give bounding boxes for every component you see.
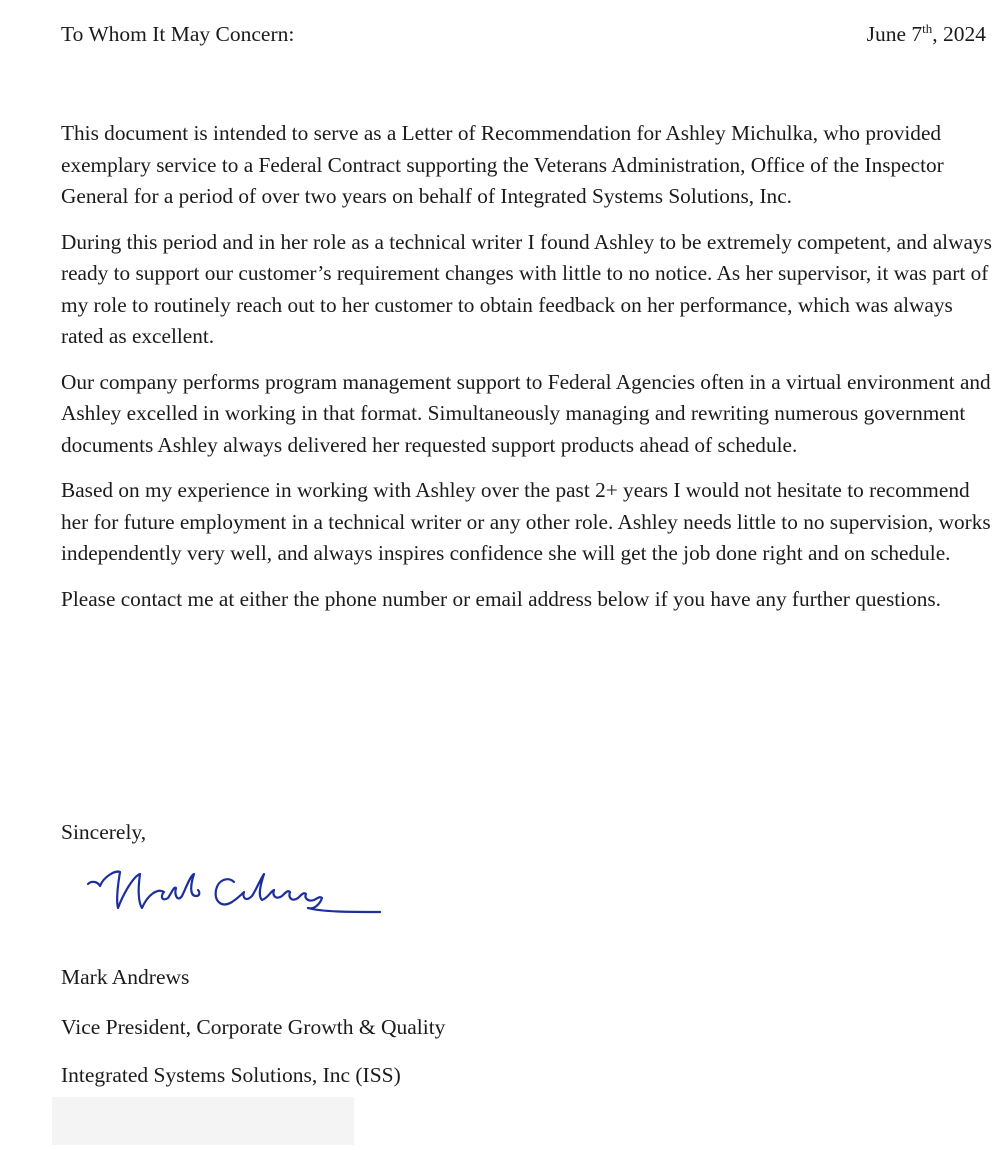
signature-drawing: [82, 862, 382, 926]
signer-company: Integrated Systems Solutions, Inc (ISS): [61, 1063, 401, 1087]
salutation: To Whom It May Concern:: [61, 22, 295, 46]
paragraph-role: During this period and in her role as a technical writer I found Ashley to be extremely competent, and always ready to support our customer’s requirement changes with little to no notice. As her supervisor, it was part of my role to routinely reach out to her customer to obtain feedback on her performance, which was always rated as excellent.: [61, 229, 992, 348]
letter-date: [867, 22, 986, 47]
signer-name: Mark Andrews: [61, 965, 190, 989]
letter-body: [61, 118, 996, 629]
date-suffix: th: [922, 20, 933, 36]
paragraph-company: Our company performs program management support to Federal Agencies often in a virtual environment and Ashley excelled in working in that format. Simultaneously managing and rewriting numerous government documents Ashley always delivered her requested support products ahead of schedule.: [61, 369, 991, 457]
date-month-day: June 7: [866, 22, 923, 46]
paragraph-contact: Please contact me at either the phone number or email address below if you have any further questions.: [61, 586, 941, 611]
closing: Sincerely,: [61, 820, 147, 844]
redacted-contact-area: [52, 1097, 354, 1145]
paragraph-intro: This document is intended to serve as a Letter of Recommendation for Ashley Michulka, who provided exemplary service to a Federal Contract supporting the Veterans Administration, Office of the Inspector General for a period of over two years on behalf of Integrated Systems Solutions, Inc.: [61, 121, 944, 208]
handwritten-signature: [82, 862, 382, 931]
paragraph-recommendation: Based on my experience in working with Ashley over the past 2+ years I would not hesitate to recommend her for future employment in a technical writer or any other role. Ashley needs little to no supervision, works independently very well, and always inspires confidence she will get the job done right and on schedule.: [61, 478, 991, 565]
signer-title: Vice President, Corporate Growth & Quality: [61, 1015, 446, 1039]
date-year: , 2024: [932, 22, 986, 46]
